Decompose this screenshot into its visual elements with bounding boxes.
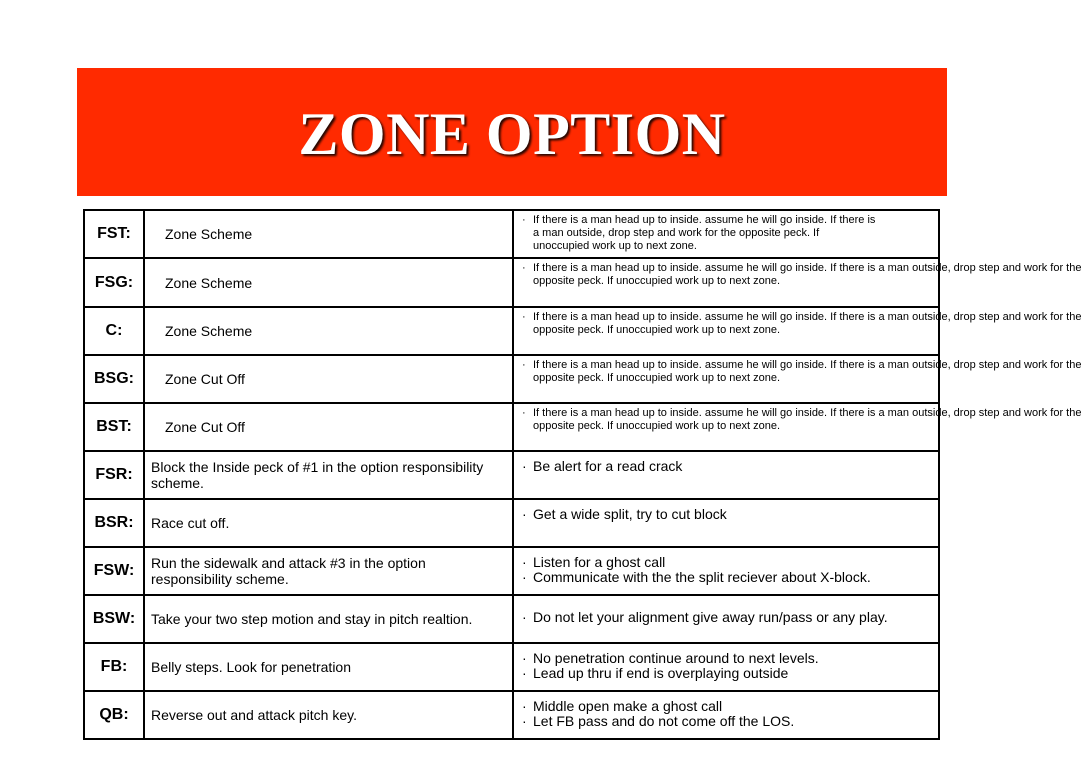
note-text: Lead up thru if end is overplaying outside [533, 665, 789, 681]
coaching-notes [514, 596, 938, 642]
assignment-text: Run the sidewalk and attack #3 in the option responsibility scheme. [145, 548, 514, 594]
note-bullet: · Lead up thru if end is overplaying outside [522, 665, 789, 681]
note-bullet: · Communicate with the the split reciever about X-block. [522, 569, 871, 585]
table-row [85, 594, 938, 642]
title-banner [77, 68, 947, 196]
position-label: FB: [85, 644, 145, 690]
coaching-notes [514, 259, 1082, 306]
note-bullet: · Let FB pass and do not come off the LOS. [522, 713, 795, 729]
assignment-text: Zone Scheme [145, 308, 514, 354]
position-label: FSW: [85, 548, 145, 594]
table-row [85, 402, 1082, 450]
note-text: If there is a man head up to inside. assume he will go inside. If there is a man outside, drop step and work for the opposite peck. If unoccupied work up to next zone. [533, 214, 876, 252]
coaching-notes [514, 356, 1082, 402]
note-bullet: · No penetration continue around to next levels. [522, 650, 819, 666]
assignment-text: Reverse out and attack pitch key. [145, 692, 514, 738]
assignment-text: Zone Cut Off [145, 356, 514, 402]
table-row [85, 690, 938, 738]
note-text: Get a wide split, try to cut block [533, 506, 727, 522]
slide-title: ZONE OPTION [298, 100, 726, 167]
note-text: Let FB pass and do not come off the LOS. [533, 713, 795, 729]
coaching-notes [514, 452, 938, 498]
table-row [85, 642, 938, 690]
coaching-notes [514, 644, 938, 690]
note-text: Middle open make a ghost call [533, 698, 723, 714]
note-text: Communicate with the the split reciever about X-block. [533, 569, 871, 585]
position-label: BSR: [85, 500, 145, 546]
note-bullet: · If there is a man head up to inside. assume he will go inside. If there is a man outside, drop step and work for the opposite peck. If unoccupied work up to next zone. [522, 359, 1082, 384]
table-row [85, 354, 1082, 402]
position-label: C: [85, 308, 145, 354]
position-label: BSG: [85, 356, 145, 402]
note-text: Listen for a ghost call [533, 554, 666, 570]
note-bullet: · Do not let your alignment give away run/pass or any play. [522, 609, 888, 625]
note-text: No penetration continue around to next levels. [533, 650, 819, 666]
note-text: Do not let your alignment give away run/pass or any play. [533, 609, 888, 625]
note-bullet: · Get a wide split, try to cut block [522, 506, 727, 522]
position-label: FST: [85, 211, 145, 257]
table-row [85, 257, 1082, 306]
position-label: FSR: [85, 452, 145, 498]
assignment-text: Take your two step motion and stay in pitch realtion. [145, 596, 514, 642]
table-row [85, 450, 938, 498]
coaching-notes [514, 404, 1082, 450]
note-text: If there is a man head up to inside. assume he will go inside. If there is a man outside, drop step and work for the opposite peck. If unoccupied work up to next zone. [533, 407, 1082, 432]
note-bullet: · If there is a man head up to inside. assume he will go inside. If there is a man outside, drop step and work for the opposite peck. If unoccupied work up to next zone. [522, 214, 876, 252]
assignment-text: Zone Scheme [145, 259, 514, 306]
assignment-text: Zone Scheme [145, 211, 514, 257]
assignment-text: Block the Inside peck of #1 in the option responsibility scheme. [145, 452, 514, 498]
coaching-notes [514, 692, 938, 738]
note-text: If there is a man head up to inside. assume he will go inside. If there is a man outside, drop step and work for the opposite peck. If unoccupied work up to next zone. [533, 262, 1082, 287]
coaching-notes [514, 548, 938, 594]
coaching-notes [514, 308, 1082, 354]
position-label: BSW: [85, 596, 145, 642]
assignment-text: Race cut off. [145, 500, 514, 546]
table-row [85, 498, 938, 546]
note-bullet: · If there is a man head up to inside. assume he will go inside. If there is a man outside, drop step and work for the opposite peck. If unoccupied work up to next zone. [522, 311, 1082, 336]
note-bullet: · Listen for a ghost call [522, 554, 666, 570]
position-label: BST: [85, 404, 145, 450]
note-bullet: · Be alert for a read crack [522, 458, 683, 474]
note-bullet: · Middle open make a ghost call [522, 698, 723, 714]
coaching-notes [514, 211, 938, 257]
note-bullet: · If there is a man head up to inside. assume he will go inside. If there is a man outside, drop step and work for the opposite peck. If unoccupied work up to next zone. [522, 407, 1082, 432]
coaching-notes [514, 500, 938, 546]
assignment-text: Belly steps. Look for penetration [145, 644, 514, 690]
note-text: Be alert for a read crack [533, 458, 683, 474]
table-row [85, 306, 1082, 354]
position-label: FSG: [85, 259, 145, 306]
note-text: If there is a man head up to inside. assume he will go inside. If there is a man outside, drop step and work for the opposite peck. If unoccupied work up to next zone. [533, 359, 1082, 384]
note-bullet: · If there is a man head up to inside. assume he will go inside. If there is a man outside, drop step and work for the opposite peck. If unoccupied work up to next zone. [522, 262, 1082, 287]
position-label: QB: [85, 692, 145, 738]
assignment-text: Zone Cut Off [145, 404, 514, 450]
table-row [85, 546, 938, 594]
assignment-table [83, 209, 1082, 740]
table-row [85, 211, 938, 257]
note-text: If there is a man head up to inside. assume he will go inside. If there is a man outside, drop step and work for the opposite peck. If unoccupied work up to next zone. [533, 311, 1082, 336]
